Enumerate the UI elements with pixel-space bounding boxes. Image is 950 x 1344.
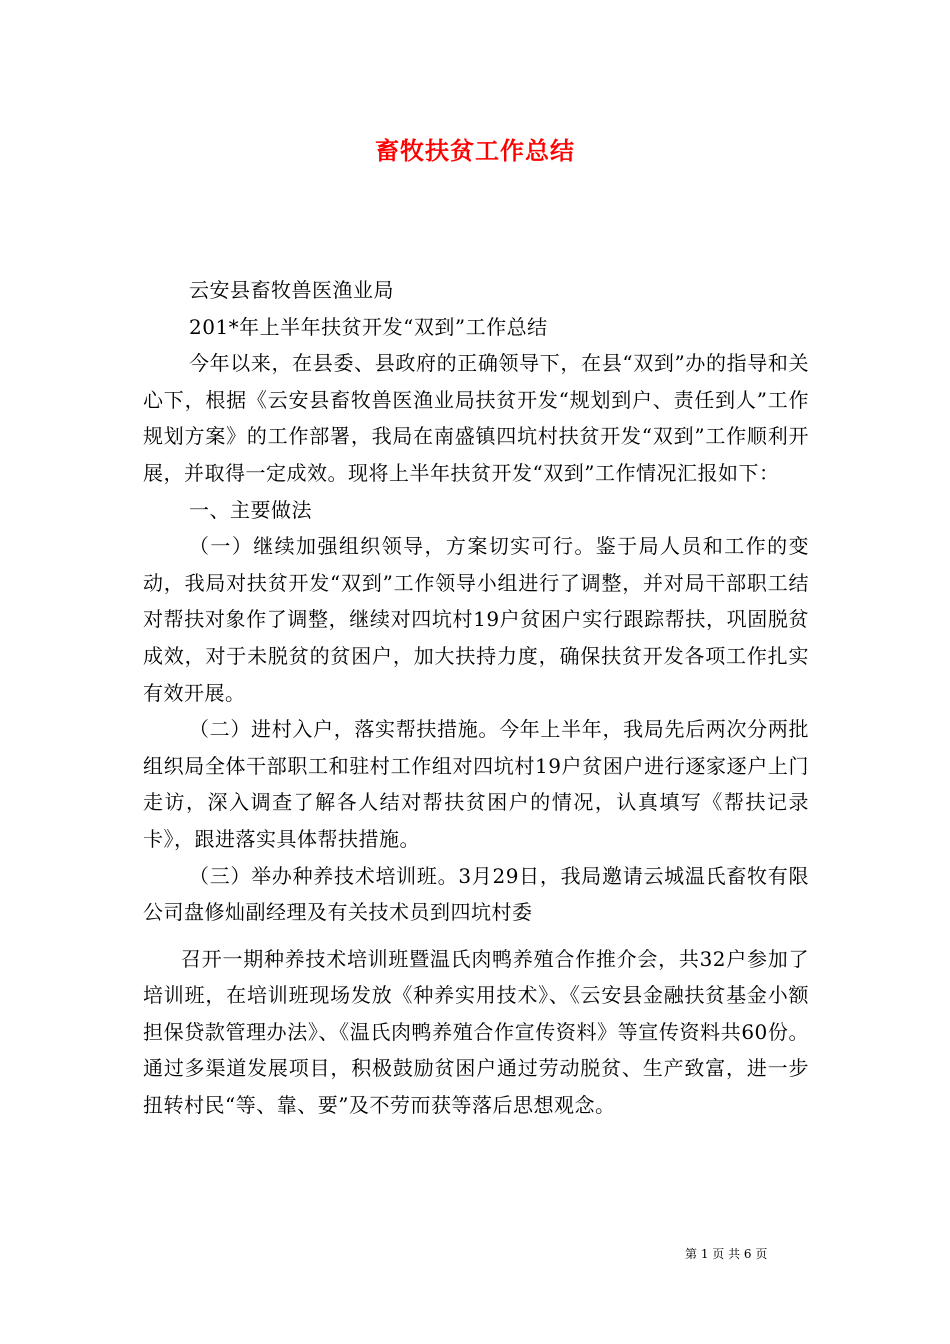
paragraph-section-heading: 一、主要做法 [189, 497, 312, 522]
paragraph-subtitle: 201*年上半年扶贫开发“双到”工作总结 [189, 314, 548, 339]
paragraph-item-3-continued: 召开一期种养技术培训班暨温氏肉鸭养殖合作推介会，共32户参加了培训班，在培训班现场发放《种养实用技术》、《云安县金融扶贫基金小额担保贷款管理办法》、《温氏肉鸭养殖合作宣传资料》等宣传资料共60份。通过多渠道发展项目，积极鼓励贫困户通过劳动脱贫、生产致富，进一步扭转村民“等、靠、要”及不劳而获等落后思想观念。 [143, 946, 809, 1118]
paragraph-item-1: （一）继续加强组织领导，方案切实可行。鉴于局人员和工作的变动，我局对扶贫开发“双到”工作领导小组进行了调整，并对局干部职工结对帮扶对象作了调整，继续对四坑村19户贫困户实行跟踪帮扶，巩固脱贫成效，对于未脱贫的贫困户，加大扶持力度，确保扶贫开发各项工作扎实有效开展。 [143, 534, 809, 705]
document-body [143, 272, 809, 1124]
page-footer: 第 1 页 共 6 页 [685, 1247, 768, 1261]
paragraph-item-2: （二）进村入户，落实帮扶措施。今年上半年，我局先后两次分两批组织局全体干部职工和驻村工作组对四坑村19户贫困户进行逐家逐户上门走访，深入调查了解各人结对帮扶贫困户的情况，认真填写《帮扶记录卡》，跟进落实具体帮扶措施。 [143, 717, 809, 851]
paragraph-item-3: （三）举办种养技术培训班。3月29日，我局邀请云城温氏畜牧有限公司盘修灿副经理及有关技术员到四坑村委 [143, 863, 809, 925]
document-title: 畜牧扶贫工作总结 [375, 137, 575, 165]
paragraph-intro: 今年以来，在县委、县政府的正确领导下，在县“双到”办的指导和关心下，根据《云安县畜牧兽医渔业局扶贫开发“规划到户、责任到人”工作规划方案》的工作部署，我局在南盛镇四坑村扶贫开发“双到”工作顺利开展，并取得一定成效。现将上半年扶贫开发“双到”工作情况汇报如下： [143, 351, 809, 485]
paragraph-org: 云安县畜牧兽医渔业局 [189, 278, 394, 302]
